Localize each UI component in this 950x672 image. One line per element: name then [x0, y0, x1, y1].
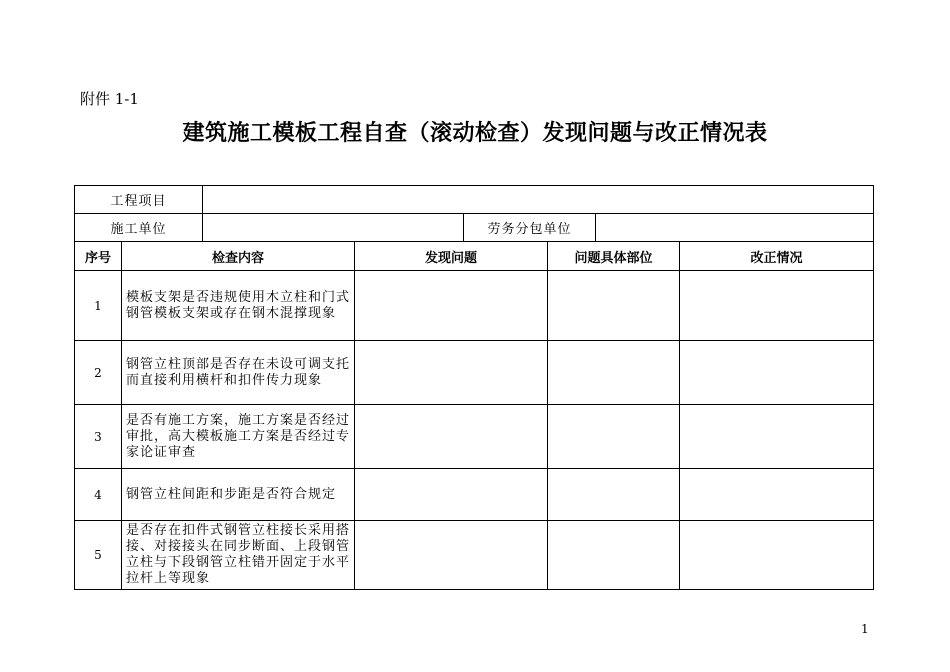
check-content: 钢管立柱间距和步距是否符合规定	[122, 469, 355, 521]
project-label: 工程项目	[75, 186, 203, 214]
inspection-table	[74, 185, 874, 590]
col-header-correction: 改正情况	[680, 242, 874, 271]
table-row	[75, 271, 874, 341]
col-header-content: 检查内容	[122, 242, 355, 271]
location-cell[interactable]	[548, 469, 680, 521]
column-header-row	[75, 242, 874, 271]
correction-cell[interactable]	[680, 341, 874, 405]
unit-row	[75, 214, 874, 242]
location-cell[interactable]	[548, 521, 680, 590]
row-number: 2	[75, 341, 122, 405]
row-number: 4	[75, 469, 122, 521]
table-row	[75, 469, 874, 521]
col-header-location: 问题具体部位	[548, 242, 680, 271]
row-number: 5	[75, 521, 122, 590]
unit-label: 施工单位	[75, 214, 203, 242]
project-value[interactable]	[203, 186, 874, 214]
subcontract-label: 劳务分包单位	[464, 214, 596, 242]
location-cell[interactable]	[548, 341, 680, 405]
check-content: 是否存在扣件式钢管立柱接长采用搭接、对接接头在同步断面、上段钢管立柱与下段钢管立柱错开固定于水平拉杆上等现象	[122, 521, 355, 590]
problem-cell[interactable]	[355, 405, 548, 469]
correction-cell[interactable]	[680, 469, 874, 521]
problem-cell[interactable]	[355, 521, 548, 590]
location-cell[interactable]	[548, 271, 680, 341]
check-content: 是否有施工方案，施工方案是否经过审批，高大模板施工方案是否经过专家论证审查	[122, 405, 355, 469]
check-content: 模板支架是否违规使用木立柱和门式钢管模板支架或存在钢木混撑现象	[122, 271, 355, 341]
subcontract-value[interactable]	[596, 214, 874, 242]
table-row	[75, 405, 874, 469]
table-row	[75, 341, 874, 405]
col-header-no: 序号	[75, 242, 122, 271]
page-number: 1	[861, 622, 869, 636]
row-number: 1	[75, 271, 122, 341]
location-cell[interactable]	[548, 405, 680, 469]
attachment-label: 附件 1-1	[80, 90, 139, 108]
correction-cell[interactable]	[680, 521, 874, 590]
project-row	[75, 186, 874, 214]
col-header-problem: 发现问题	[355, 242, 548, 271]
row-number: 3	[75, 405, 122, 469]
unit-value[interactable]	[203, 214, 464, 242]
page-title: 建筑施工模板工程自查（滚动检查）发现问题与改正情况表	[182, 121, 768, 146]
correction-cell[interactable]	[680, 271, 874, 341]
problem-cell[interactable]	[355, 271, 548, 341]
table-row	[75, 521, 874, 590]
problem-cell[interactable]	[355, 341, 548, 405]
check-content: 钢管立柱顶部是否存在未设可调支托而直接利用横杆和扣件传力现象	[122, 341, 355, 405]
problem-cell[interactable]	[355, 469, 548, 521]
correction-cell[interactable]	[680, 405, 874, 469]
